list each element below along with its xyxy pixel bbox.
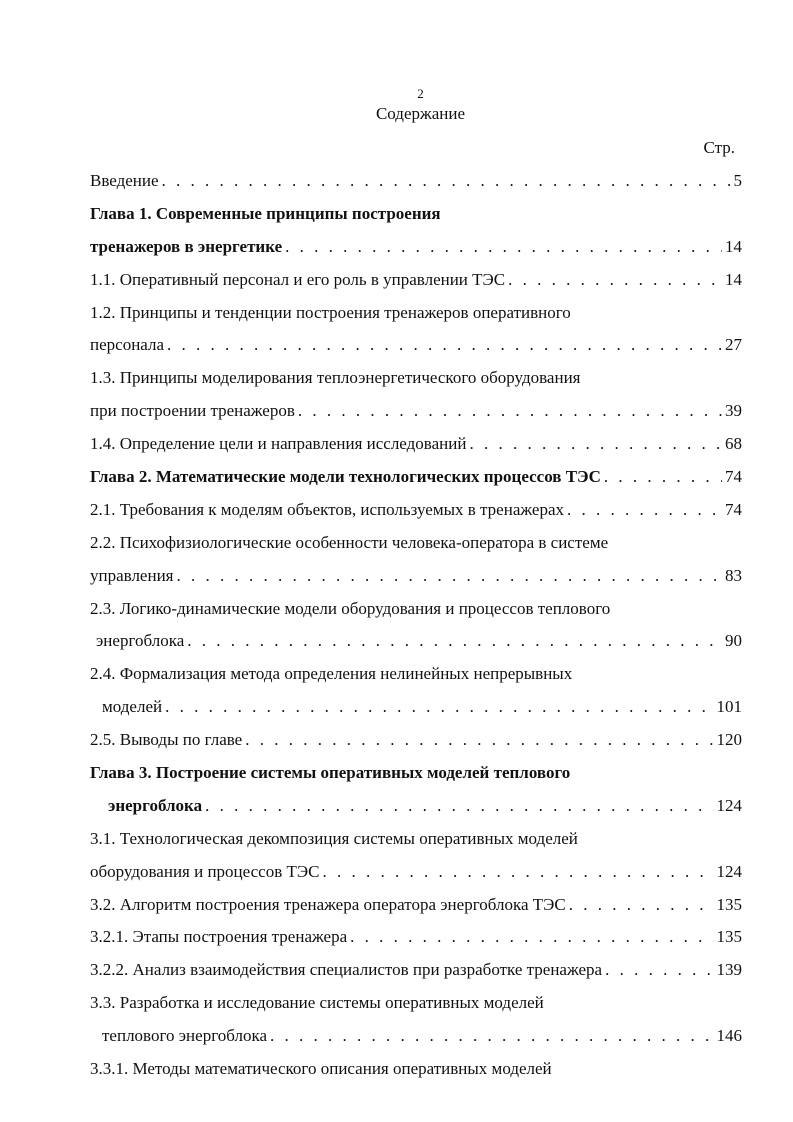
toc-entry-3-2 [90,892,742,925]
toc-entry-text: 2.3. Логико-динамические модели оборудования и процессов теплового [90,598,611,618]
page-number: 2 [417,86,424,101]
toc-entry-chapter-3-title-cont [90,793,742,826]
toc-entry-2-2-cont [90,563,742,596]
toc-entry-page: 146 [716,1026,742,1046]
page-column-label: Стр. [703,138,735,157]
toc-entry-2-4-cont [90,694,742,727]
toc-entry-text: моделей [102,697,163,717]
toc-entry-text: оборудования и процессов ТЭС [90,861,320,881]
toc-entry-text: управления [90,565,174,585]
toc-entry-text: энергоблока [108,795,203,815]
toc-title: Содержание [375,104,466,123]
toc-entry-page: 14 [725,269,742,289]
toc-entry-page: 120 [716,730,742,750]
leader-dots [285,234,722,260]
toc-entry-text: 2.1. Требования к моделям объектов, используемых в тренажерах [90,499,564,519]
leader-dots [469,431,722,457]
toc-entry-text: 3.3. Разработка и исследование системы оперативных моделей [90,993,544,1013]
toc-entry-1-1 [90,267,742,300]
leader-dots [187,628,722,654]
toc-entry-page: 39 [725,401,742,421]
toc-entry-text: Глава 1. Современные принципы построения [90,203,441,223]
toc-entry-page: 5 [733,171,742,190]
toc-entry-text: 3.2.1. Этапы построения тренажера [90,927,348,947]
leader-dots [298,398,722,424]
toc-entry-page: 124 [716,795,742,815]
leader-dots [604,464,722,490]
toc-entry-3-1-cont [90,859,742,892]
toc-entry-1-4 [90,431,742,464]
toc-entry-page: 83 [725,565,742,585]
toc-entry-page: 135 [716,894,742,914]
toc-entry-text: Глава 3. Построение системы оперативных моделей теплового [90,763,571,783]
toc-entry-text: 2.2. Психофизиологические особенности человека-оператора в системе [90,532,609,552]
toc-entry-1-2-cont [90,332,742,365]
table-of-contents [90,168,742,1089]
toc-entry-text: 3.1. Технологическая декомпозиция системы оперативных моделей [90,828,578,848]
toc-entry-text: 1.1. Оперативный персонал и его роль в управлении ТЭС [90,269,506,289]
toc-entry-introduction [90,168,742,201]
toc-entry-text: теплового энергоблока [102,1026,268,1046]
leader-dots [605,957,713,983]
toc-entry-3-1 [90,826,742,859]
leader-dots [162,168,731,194]
toc-entry-text: 1.2. Принципы и тенденции построения тренажеров оперативного [90,302,571,322]
toc-entry-text: 1.3. Принципы моделирования теплоэнергетического оборудования [90,368,581,388]
toc-entry-chapter-1-title-cont [90,234,742,267]
toc-entry-1-3-cont [90,398,742,431]
leader-dots [245,727,713,753]
toc-entry-page: 101 [716,697,742,717]
toc-entry-2-3-cont [90,628,742,661]
toc-entry-page: 139 [716,960,742,980]
toc-entry-text: 3.3.1. Методы математического описания оперативных моделей [90,1059,552,1079]
toc-entry-chapter-2 [90,464,742,497]
toc-entry-2-5 [90,727,742,760]
toc-entry-2-2 [90,530,742,563]
toc-entry-text: 3.2.2. Анализ взаимодействия специалистов при разработке тренажера [90,960,603,980]
toc-entry-text: 2.5. Выводы по главе [90,730,243,750]
leader-dots [167,332,722,358]
toc-entry-1-2 [90,300,742,333]
leader-dots [165,694,713,720]
toc-entry-3-3-1 [90,1056,742,1089]
toc-entry-text: Глава 2. Математические модели технологических процессов ТЭС [90,467,601,487]
leader-dots [508,267,722,293]
toc-entry-1-3 [90,365,742,398]
leader-dots [177,563,723,589]
toc-entry-page: 68 [725,434,742,454]
toc-entry-2-3 [90,596,742,629]
toc-entry-3-3-cont [90,1023,742,1056]
toc-entry-text: энергоблока [96,631,185,651]
leader-dots [270,1023,713,1049]
leader-dots [567,497,722,523]
toc-entry-text: 1.4. Определение цели и направления исследований [90,434,467,454]
toc-entry-3-3 [90,990,742,1023]
toc-entry-page: 74 [725,499,742,519]
toc-entry-text: при построении тренажеров [90,401,295,421]
toc-entry-page: 74 [725,467,742,487]
toc-entry-text: тренажеров в энергетике [90,236,283,256]
leader-dots [569,892,714,918]
toc-entry-text: персонала [90,335,165,355]
toc-entry-3-2-2 [90,957,742,990]
leader-dots [350,924,713,950]
toc-entry-page: 135 [716,927,742,947]
toc-entry-page: 124 [716,861,742,881]
toc-entry-chapter-1-title [90,201,742,234]
toc-entry-page: 90 [725,631,742,651]
toc-entry-2-1 [90,497,742,530]
toc-entry-3-2-1 [90,924,742,957]
toc-entry-text: Введение [90,171,159,190]
toc-entry-2-4 [90,661,742,694]
toc-entry-text: 3.2. Алгоритм построения тренажера оператора энергоблока ТЭС [90,894,566,914]
toc-entry-text: 2.4. Формализация метода определения нелинейных непрерывных [90,664,573,684]
toc-entry-page: 14 [725,236,742,256]
toc-entry-chapter-3-title [90,760,742,793]
leader-dots [205,793,713,819]
toc-entry-page: 27 [725,335,742,355]
leader-dots [322,859,713,885]
